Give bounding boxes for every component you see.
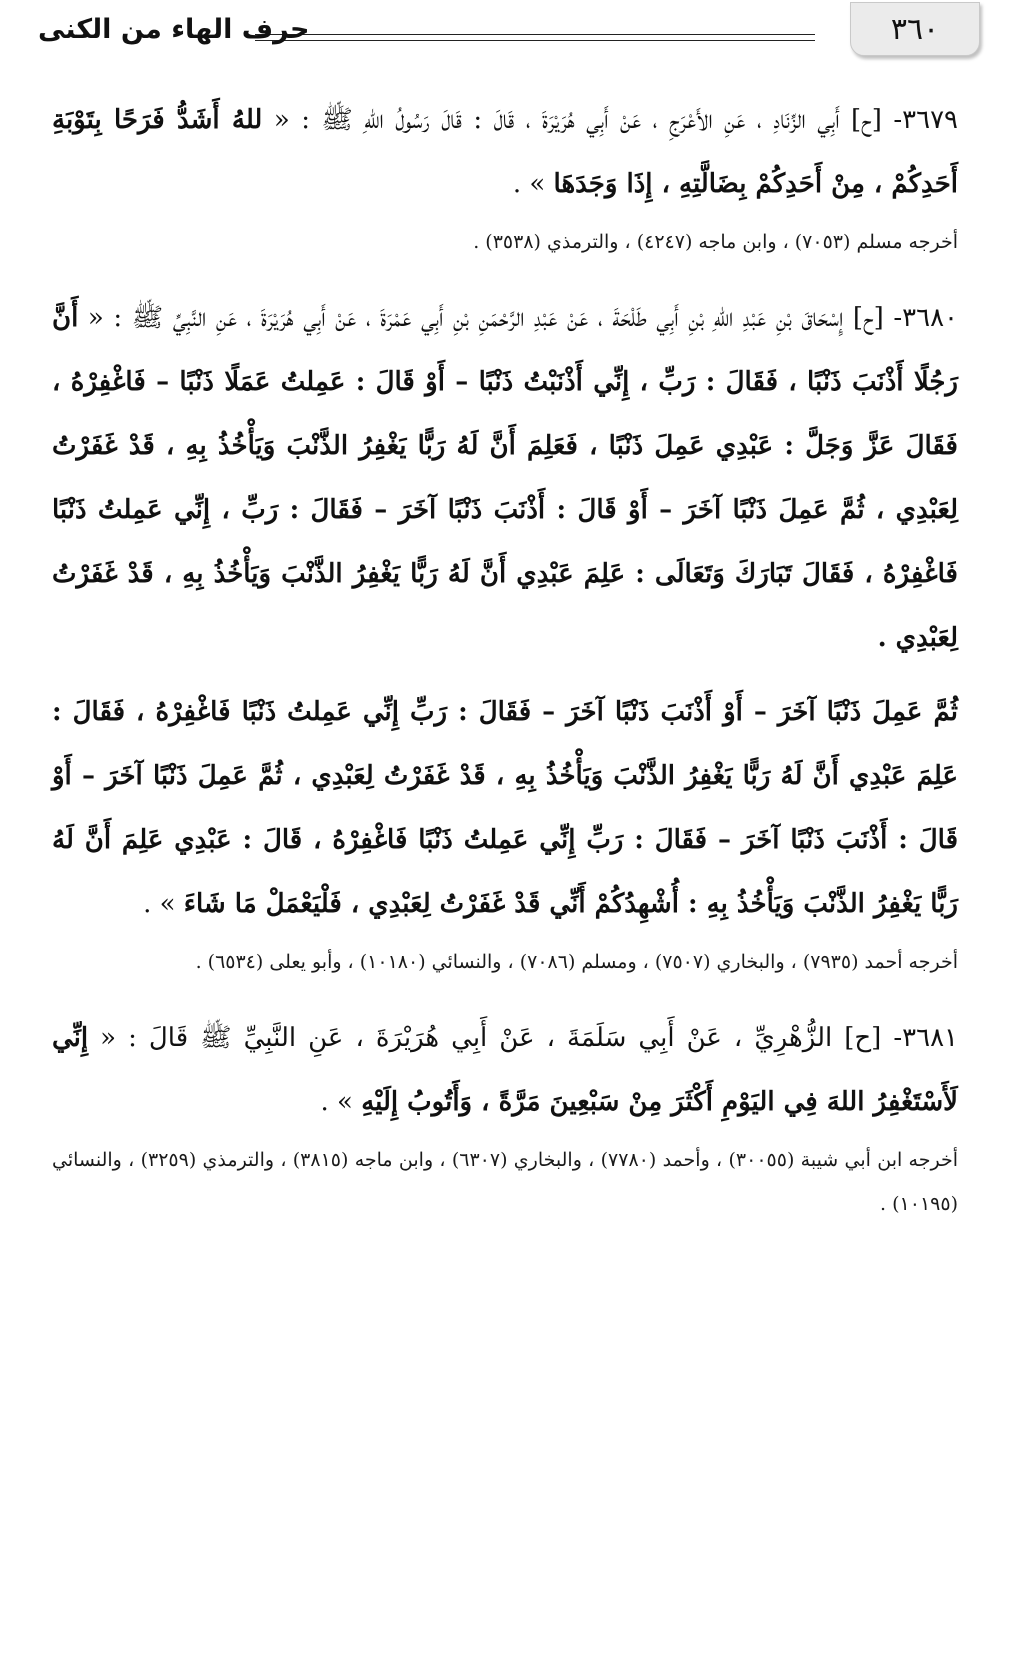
hadith-matn: أَنَّ رَجُلًا أَذْنَبَ ذَنْبًا ، فَقَالَ : رَبِّ ، إِنِّي أَذْنَبْتُ ذَنْبًا – أَوْ قَالَ : عَمِلتُ عَمَلًا ذَنْبًا – فَاغْفِرْهُ ، فَقَالَ عَزَّ وَجَلَّ : عَبْدِي عَمِلَ ذَنْبًا ، فَعَلِمَ أَنَّ لَهُ رَبًّا يَغْفِرُ الذَّنْبَ وَيَأْخُذُ بِهِ ، قَدْ غَفَرْتُ لِعَبْدِي ، ثُمَّ عَمِلَ ذَنْبًا آخَرَ – أَوْ قَالَ : أَذْنَبَ ذَنْبًا آخَرَ – فَقَالَ : رَبِّ ، إِنِّي عَمِلتُ ذَنْبًا فَاغْفِرْهُ ، فَقَالَ تَبَارَكَ وَتَعَالَى : عَلِمَ عَبْدِي أَنَّ لَهُ رَبًّا يَغْفِرُ الذَّنْبَ وَيَأْخُذُ بِهِ ، قَدْ غَفَرْتُ لِعَبْدِي . xyxy=(52,303,958,653)
hadith-close: » . xyxy=(320,1087,353,1117)
hadith-close: » . xyxy=(512,169,546,199)
hadith-isnad: ٣٦٧٩- [ح] أَبِي الزِّنَادِ ، عَنِ الأَعْرَجِ ، عَنْ أَبِي هُرَيْرَةَ ، قَالَ : قَالَ رَسُولُ اللهِ ﷺ : « xyxy=(273,105,959,135)
takhrij-3679: أخرجه مسلم (٧٠٥٣) ، وابن ماجه (٤٢٤٧) ، والترمذي (٣٥٣٨) . xyxy=(473,231,958,253)
page-header xyxy=(30,0,980,70)
hadith-isnad: ٣٦٨٠- [ح] إِسْحَاقَ بْنِ عَبْدِ اللهِ بْنِ أَبِي طَلْحَةَ ، عَنْ عَبْدِ الرَّحْمَنِ بْنِ أَبِي عَمْرَةَ ، عَنْ أَبِي هُرَيْرَةَ ، عَنِ النَّبِيِّ ﷺ : « xyxy=(87,303,958,333)
chapter-title: حرف الهاء من الكنى xyxy=(38,14,310,45)
takhrij-3680: أخرجه أحمد (٧٩٣٥) ، والبخاري (٧٥٠٧) ، ومسلم (٧٠٨٦) ، والنسائي (١٠١٨٠) ، وأبو يعلى (٦٥٣٤) . xyxy=(195,951,958,973)
hadith-matn: للهُ أَشَدُّ فَرَحًا بِتَوْبَةِ أَحَدِكُمْ ، مِنْ أَحَدِكُمْ بِضَالَّتِهِ ، إِذَا وَجَدَهَا xyxy=(52,105,958,199)
page-content xyxy=(52,88,958,1248)
hadith-isnad: ٣٦٨١- [ح] الزُّهْرِيِّ ، عَنْ أَبِي سَلَمَةَ ، عَنْ أَبِي هُرَيْرَةَ ، عَنِ النَّبِيِّ ﷺ قَالَ : « xyxy=(100,1023,958,1053)
hadith-matn-continuation: ثُمَّ عَمِلَ ذَنْبًا آخَرَ – أَوْ أَذْنَبَ ذَنْبًا آخَرَ – فَقَالَ : رَبِّ إِنِّي عَمِلتُ ذَنْبًا فَاغْفِرْهُ ، فَقَالَ : عَلِمَ عَبْدِي أَنَّ لَهُ رَبًّا يَغْفِرُ الذَّنْبَ وَيَأْخُذُ بِهِ ، قَدْ غَفَرْتُ لِعَبْدِي ، ثُمَّ عَمِلَ ذَنْبًا آخَرَ – أَوْ قَالَ : أَذْنَبَ ذَنْبًا آخَرَ – فَقَالَ : رَبِّ إِنِّي عَمِلتُ ذَنْبًا فَاغْفِرْهُ ، قَالَ : عَبْدِي عَلِمَ أَنَّ لَهُ رَبًّا يَغْفِرُ الذَّنْبَ وَيَأْخُذُ بِهِ : أُشْهِدُكُمْ أَنِّي قَدْ غَفَرْتُ لِعَبْدِي ، فَلْيَعْمَلْ مَا شَاءَ xyxy=(52,697,958,919)
header-rule xyxy=(255,34,815,41)
hadith-close: » . xyxy=(143,889,176,919)
hadith-3680 xyxy=(52,286,958,670)
paragraph-gap xyxy=(52,670,958,680)
hadith-matn: إِنِّي لَأَسْتَغْفِرُ اللهَ فِي اليَوْمِ أَكْثَرَ مِنْ سَبْعِينَ مَرَّةً ، وَأَتُوبُ إِلَيْهِ xyxy=(52,1023,958,1117)
hadith-3680-continuation xyxy=(52,680,958,936)
takhrij-3681: أخرجه ابن أبي شيبة (٣٠٠٥٥) ، وأحمد (٧٧٨٠) ، والبخاري (٦٣٠٧) ، وابن ماجه (٣٨١٥) ، والترمذي (٣٢٥٩) ، والنسائي (١٠١٩٥) . xyxy=(52,1149,959,1215)
hadith-3681 xyxy=(52,1006,958,1134)
hadith-3679 xyxy=(52,88,958,216)
page-number: ٣٦٠ xyxy=(850,2,980,56)
